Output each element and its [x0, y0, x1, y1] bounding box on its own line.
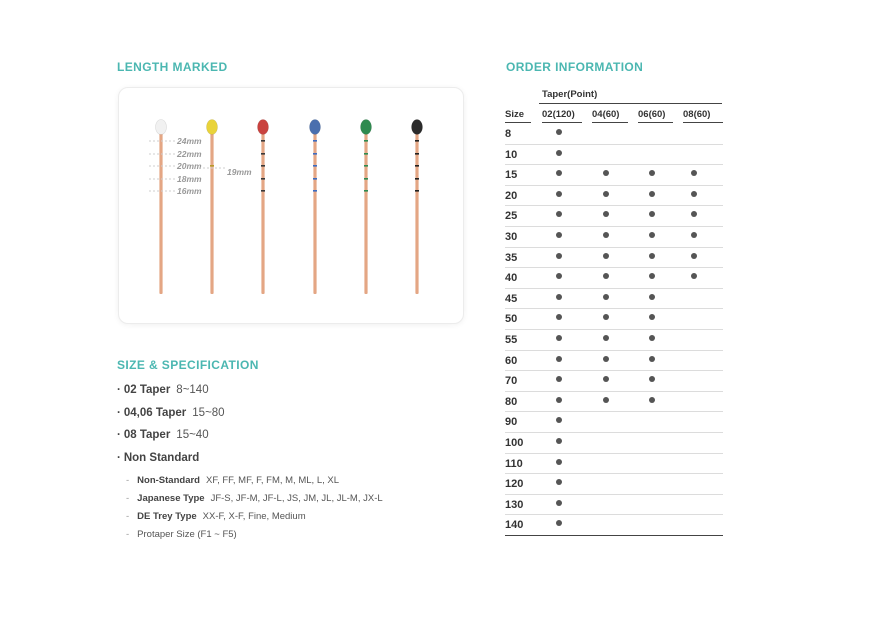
- availability-cell: [592, 149, 620, 161]
- table-row: [505, 268, 723, 289]
- length-mark: [210, 165, 214, 167]
- availability-dot: [603, 253, 609, 259]
- file-handle: [207, 120, 218, 135]
- size-cell: 30: [505, 230, 518, 243]
- availability-dot: [649, 232, 655, 238]
- file-shaft: [364, 132, 367, 294]
- availability-cell: [592, 272, 620, 284]
- table-row: [505, 371, 723, 392]
- availability-dot: [603, 376, 609, 382]
- length-mark: [415, 165, 419, 167]
- header-underline: [542, 122, 582, 123]
- availability-dot: [649, 376, 655, 382]
- column-header: 04(60): [592, 109, 620, 120]
- table-row: [505, 227, 723, 248]
- availability-cell: [592, 334, 620, 346]
- table-row: [505, 145, 723, 166]
- availability-dot: [649, 211, 655, 217]
- length-mark: [313, 165, 317, 167]
- availability-dot: [603, 314, 609, 320]
- availability-cell: [545, 519, 573, 531]
- length-marked-title: LENGTH MARKED: [117, 60, 228, 74]
- sub-spec-item: - Protaper Size (F1 ~ F5): [126, 529, 237, 540]
- availability-cell: [680, 190, 708, 202]
- availability-dot: [556, 356, 562, 362]
- availability-cell: [545, 169, 573, 181]
- availability-cell: [545, 396, 573, 408]
- availability-cell: [638, 334, 666, 346]
- file-handle: [310, 120, 321, 135]
- availability-cell: [638, 149, 666, 161]
- availability-dot: [556, 459, 562, 465]
- availability-cell: [545, 252, 573, 264]
- size-cell: 55: [505, 333, 518, 346]
- availability-dot: [556, 232, 562, 238]
- availability-cell: [680, 478, 708, 490]
- availability-dot: [603, 273, 609, 279]
- availability-dot: [691, 170, 697, 176]
- availability-cell: [680, 334, 708, 346]
- availability-dot: [556, 479, 562, 485]
- length-mark: [261, 190, 265, 192]
- availability-cell: [638, 252, 666, 264]
- mark-label-19mm: 19mm: [227, 167, 252, 177]
- length-mark: [415, 178, 419, 180]
- availability-cell: [680, 437, 708, 449]
- availability-cell: [545, 313, 573, 325]
- availability-cell: [638, 519, 666, 531]
- spec-list: [117, 384, 225, 474]
- length-mark: [415, 140, 419, 142]
- size-cell: 10: [505, 148, 518, 161]
- availability-cell: [680, 416, 708, 428]
- availability-dot: [556, 500, 562, 506]
- file-handle: [258, 120, 269, 135]
- length-mark: [364, 153, 368, 155]
- table-row: [505, 351, 723, 372]
- spec-item: · Non Standard: [117, 451, 200, 464]
- header-underline: [592, 122, 628, 123]
- availability-cell: [680, 355, 708, 367]
- availability-cell: [680, 519, 708, 531]
- availability-dot: [649, 253, 655, 259]
- availability-dot: [649, 314, 655, 320]
- availability-cell: [545, 478, 573, 490]
- length-mark: [261, 178, 265, 180]
- availability-cell: [638, 128, 666, 140]
- availability-dot: [691, 253, 697, 259]
- availability-cell: [638, 396, 666, 408]
- availability-dot: [556, 294, 562, 300]
- availability-dot: [649, 191, 655, 197]
- length-mark: [313, 153, 317, 155]
- availability-cell: [680, 313, 708, 325]
- size-cell: 100: [505, 436, 524, 449]
- file-handle: [156, 120, 167, 135]
- availability-cell: [545, 458, 573, 470]
- length-mark: [364, 165, 368, 167]
- availability-cell: [545, 499, 573, 511]
- table-row: [505, 124, 723, 145]
- availability-dot: [649, 397, 655, 403]
- availability-dot: [649, 335, 655, 341]
- availability-dot: [556, 335, 562, 341]
- size-cell: 60: [505, 354, 518, 367]
- availability-cell: [638, 375, 666, 387]
- availability-dot: [603, 170, 609, 176]
- mark-label: 18mm: [177, 174, 202, 184]
- table-row: [505, 433, 723, 454]
- availability-dot: [603, 356, 609, 362]
- sub-spec-item: - Japanese Type JF-S, JF-M, JF-L, JS, JM, JL, JL-M, JX-L: [126, 493, 383, 504]
- spec-item: · 04,06 Taper 15~80: [117, 406, 225, 419]
- availability-dot: [649, 356, 655, 362]
- availability-cell: [592, 190, 620, 202]
- mark-label: 24mm: [177, 136, 202, 146]
- availability-cell: [592, 128, 620, 140]
- table-row: [505, 495, 723, 516]
- file-shaft: [313, 132, 316, 294]
- availability-cell: [545, 149, 573, 161]
- size-cell: 15: [505, 169, 518, 182]
- availability-cell: [592, 478, 620, 490]
- availability-dot: [603, 191, 609, 197]
- size-cell: 90: [505, 416, 518, 429]
- size-cell: 80: [505, 395, 518, 408]
- availability-dot: [556, 191, 562, 197]
- availability-cell: [592, 499, 620, 511]
- file-shaft: [159, 132, 162, 294]
- availability-cell: [545, 293, 573, 305]
- availability-cell: [680, 231, 708, 243]
- availability-dot: [603, 294, 609, 300]
- availability-cell: [638, 231, 666, 243]
- availability-dot: [556, 397, 562, 403]
- table-row: [505, 186, 723, 207]
- file-handle: [412, 120, 423, 135]
- availability-dot: [556, 520, 562, 526]
- size-cell: 25: [505, 210, 518, 223]
- length-mark: [261, 153, 265, 155]
- availability-cell: [592, 437, 620, 449]
- availability-dot: [556, 150, 562, 156]
- file-shaft: [261, 132, 264, 294]
- availability-cell: [638, 458, 666, 470]
- availability-cell: [592, 231, 620, 243]
- availability-dot: [556, 438, 562, 444]
- availability-dot: [556, 376, 562, 382]
- availability-cell: [638, 293, 666, 305]
- availability-cell: [592, 458, 620, 470]
- table-row: [505, 330, 723, 351]
- availability-dot: [556, 253, 562, 259]
- availability-cell: [638, 416, 666, 428]
- availability-cell: [592, 519, 620, 531]
- availability-dot: [556, 417, 562, 423]
- availability-dot: [691, 191, 697, 197]
- size-cell: 70: [505, 375, 518, 388]
- availability-dot: [603, 397, 609, 403]
- length-mark: [364, 178, 368, 180]
- availability-cell: [592, 396, 620, 408]
- table-row: [505, 206, 723, 227]
- length-mark: [364, 190, 368, 192]
- availability-cell: [638, 437, 666, 449]
- availability-cell: [680, 210, 708, 222]
- table-row: [505, 515, 723, 536]
- availability-cell: [545, 210, 573, 222]
- availability-cell: [592, 375, 620, 387]
- availability-cell: [638, 313, 666, 325]
- taper-header-rule: [539, 103, 722, 104]
- table-row: [505, 454, 723, 475]
- sub-spec-item: - Non-Standard XF, FF, MF, F, FM, M, ML, L, XL: [126, 475, 339, 486]
- file-handle: [361, 120, 372, 135]
- gutta-percha-files-illustration: [119, 88, 463, 323]
- availability-cell: [545, 190, 573, 202]
- availability-dot: [603, 335, 609, 341]
- size-cell: 8: [505, 128, 512, 140]
- availability-dot: [691, 273, 697, 279]
- mark-label: 20mm: [177, 161, 202, 171]
- availability-cell: [680, 128, 708, 140]
- availability-cell: [592, 355, 620, 367]
- availability-dot: [603, 211, 609, 217]
- availability-cell: [592, 416, 620, 428]
- availability-cell: [680, 252, 708, 264]
- availability-cell: [680, 458, 708, 470]
- availability-cell: [638, 355, 666, 367]
- availability-cell: [638, 478, 666, 490]
- availability-dot: [649, 170, 655, 176]
- column-header: 02(120): [542, 109, 575, 120]
- availability-cell: [680, 149, 708, 161]
- size-column-header: Size: [505, 109, 525, 120]
- header-underline: [683, 122, 723, 123]
- size-cell: 40: [505, 272, 518, 285]
- availability-cell: [680, 375, 708, 387]
- availability-cell: [680, 396, 708, 408]
- file-shaft: [210, 132, 213, 294]
- availability-dot: [691, 211, 697, 217]
- column-header: 08(60): [683, 109, 711, 120]
- size-cell: 120: [505, 478, 524, 491]
- availability-cell: [638, 190, 666, 202]
- availability-cell: [638, 499, 666, 511]
- availability-cell: [638, 210, 666, 222]
- availability-cell: [638, 169, 666, 181]
- sub-spec-item: - DE Trey Type XX-F, X-F, Fine, Medium: [126, 511, 306, 522]
- availability-cell: [680, 272, 708, 284]
- length-mark: [313, 140, 317, 142]
- table-row: [505, 248, 723, 269]
- length-marked-panel: [118, 87, 464, 324]
- size-cell: 140: [505, 519, 524, 532]
- mark-label: 22mm: [177, 149, 202, 159]
- availability-dot: [603, 232, 609, 238]
- file-shaft: [415, 132, 418, 294]
- availability-dot: [556, 129, 562, 135]
- table-row: [505, 474, 723, 495]
- size-cell: 130: [505, 498, 524, 511]
- header-underline: [505, 122, 531, 123]
- availability-dot: [556, 170, 562, 176]
- order-information-title: ORDER INFORMATION: [506, 60, 644, 74]
- size-cell: 20: [505, 189, 518, 202]
- availability-cell: [545, 128, 573, 140]
- availability-cell: [592, 293, 620, 305]
- availability-dot: [556, 273, 562, 279]
- availability-cell: [545, 231, 573, 243]
- availability-cell: [592, 169, 620, 181]
- availability-cell: [680, 169, 708, 181]
- table-row: [505, 165, 723, 186]
- length-mark: [415, 153, 419, 155]
- availability-cell: [545, 416, 573, 428]
- length-mark: [313, 178, 317, 180]
- size-specification-title: SIZE & SPECIFICATION: [117, 358, 259, 372]
- availability-cell: [638, 272, 666, 284]
- order-rows: [505, 124, 723, 536]
- availability-dot: [691, 232, 697, 238]
- size-cell: 50: [505, 313, 518, 326]
- availability-dot: [556, 314, 562, 320]
- length-mark: [313, 190, 317, 192]
- availability-dot: [649, 294, 655, 300]
- length-mark: [364, 140, 368, 142]
- spec-item: · 02 Taper 8~140: [117, 384, 209, 396]
- size-cell: 45: [505, 292, 518, 305]
- non-standard-sublist: [126, 475, 383, 547]
- availability-cell: [592, 210, 620, 222]
- header-underline: [638, 122, 673, 123]
- taper-header: Taper(Point): [542, 89, 598, 100]
- table-row: [505, 412, 723, 433]
- table-row: [505, 309, 723, 330]
- availability-dot: [556, 211, 562, 217]
- availability-cell: [545, 355, 573, 367]
- availability-cell: [545, 334, 573, 346]
- availability-cell: [680, 499, 708, 511]
- length-mark: [415, 190, 419, 192]
- length-mark: [261, 165, 265, 167]
- column-header: 06(60): [638, 109, 666, 120]
- table-row: [505, 289, 723, 310]
- length-mark: [261, 140, 265, 142]
- spec-item: · 08 Taper 15~40: [117, 429, 209, 441]
- availability-dot: [649, 273, 655, 279]
- table-row: [505, 392, 723, 413]
- availability-cell: [680, 293, 708, 305]
- availability-cell: [545, 437, 573, 449]
- size-cell: 110: [505, 457, 523, 470]
- availability-cell: [545, 375, 573, 387]
- mark-label: 16mm: [177, 186, 202, 196]
- availability-cell: [545, 272, 573, 284]
- size-cell: 35: [505, 251, 518, 264]
- availability-cell: [592, 313, 620, 325]
- availability-cell: [592, 252, 620, 264]
